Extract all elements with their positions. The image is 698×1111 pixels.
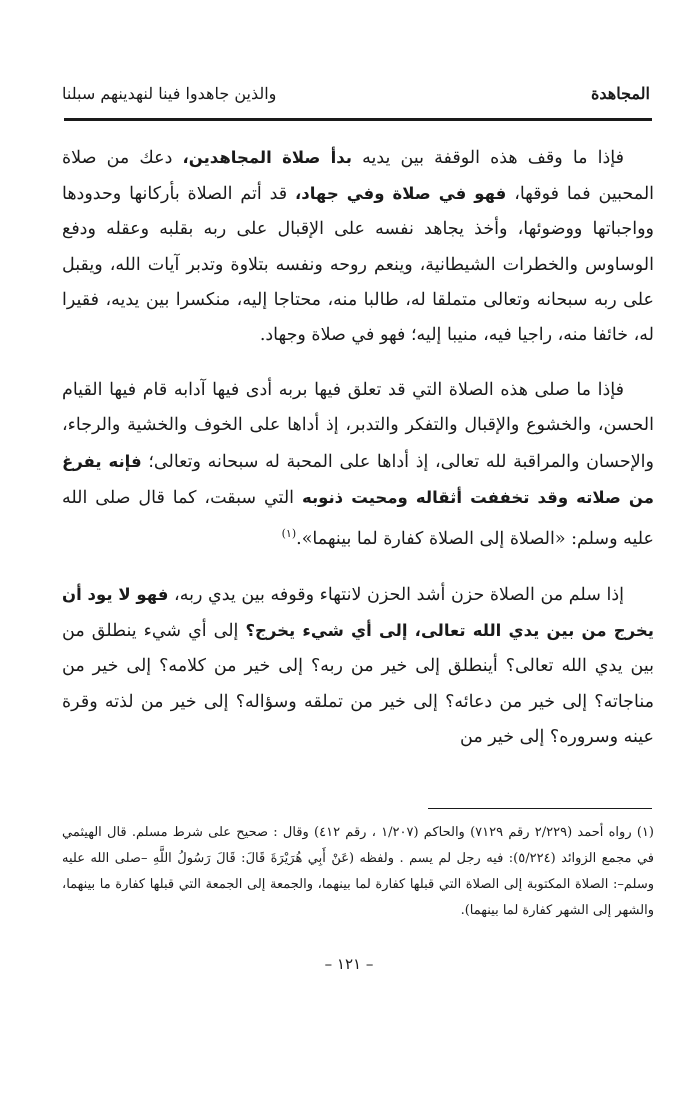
page-header <box>62 84 650 110</box>
page-number: – ١٢١ – <box>324 955 374 973</box>
emphasis-text: فهو في صلاة وفي جهاد، <box>295 184 507 204</box>
text-run: إذا سلم من الصلاة حزن أشد الحزن لانتهاء وقوفه بين يدي ربه، <box>168 585 625 606</box>
emphasis-text: فهو لا يود أن يخرج من بين يدي الله تعالى، إلى أي شيء يخرج؟ <box>62 585 654 641</box>
text-run: فإذا ما وقف هذه الوقفة بين يديه <box>351 148 624 168</box>
paragraph <box>62 577 654 755</box>
footnote-rule <box>428 808 652 809</box>
emphasis-text: بدأ صلاة المجاهدين، <box>182 148 352 167</box>
footnote <box>62 820 654 924</box>
text-run: إلى أي شيء ينطلق من بين يدي الله تعالى؟ أينطلق إلى خير من ربه؟ إلى خير من كلامه؟ إلى خير من مناجاته؟ إلى خير من دعائه؟ إلى خير من تملقه وسؤاله؟ إلى خير من لذته وقرة عينه وسروره؟ إلى خير من <box>62 621 654 747</box>
header-rule <box>64 118 652 121</box>
text-run: دعك من صلاة المحبين فما فوقها، <box>62 148 655 205</box>
paragraph <box>62 373 654 557</box>
emphasis-text: فإنه يفرغ من صلاته وقد تخففت أثقاله ومحيت ذنوبه <box>62 451 654 507</box>
footnote-reference: (١) <box>281 527 297 541</box>
footnote-text: (١) رواه أحمد (٢/٢٢٩ رقم ٧١٢٩) والحاكم (١/٢٠٧ ، رقم ٤١٢) وقال : صحيح على شرط مسلم. قال الهيثمي في مجمع الزوائد (٥/٢٢٤): فيه رجل لم يسم . ولفظه (عَنْ أَبِي هُرَيْرَةَ قَالَ: قَالَ رَسُولُ اللَّهِ –صلى الله عليه وسلم–: الصلاة المكتوبة إلى الصلاة التي قبلها كفارة لما بينهما، والجمعة إلى الجمعة التي قبلها كفارة ما بينهما، والشهر إلى الشهر كفارة لما بينهما). <box>62 825 655 918</box>
running-title: والذين جاهدوا فينا لنهدينهم سبلنا <box>62 84 277 103</box>
text-run: فإذا ما صلى هذه الصلاة التي قد تعلق فيها بربه أدى فيها آدابه قام فيها القيام الحسن، والخشوع والإقبال والتفكر والتدبر، إذ أداها على الخوف والخشية والرجاء، والإحسان والمراقبة لله تعالى، إذ أداها على المحبة له سبحانه وتعالى؛ <box>62 380 654 472</box>
text-run: التي سبقت، كما قال صلى الله عليه وسلم: «الصلاة إلى الصلاة كفارة لما بينهما». <box>62 487 654 549</box>
paragraph <box>62 140 654 353</box>
text-run: قد أتم الصلاة بأركانها وحدودها وواجباتها ووضوئها، وأخذ يجاهد نفسه على الإقبال على ربه بقلبه وعقله ودفع الوساوس والخطرات الشيطانية، وينعم روحه ونفسه بتلاوة وتدبر آيات الله، ويقبل على ربه سبحانه وتعالى متملقا له، طالبا منه، محتاجا إليه، منكسرا بين يديه، فقيرا له، خائفا منه، راجيا فيه، منيبا إليه؛ فهو في صلاة وجهاد. <box>62 184 654 346</box>
chapter-title: المجاهدة <box>591 84 650 103</box>
main-text <box>62 140 654 775</box>
